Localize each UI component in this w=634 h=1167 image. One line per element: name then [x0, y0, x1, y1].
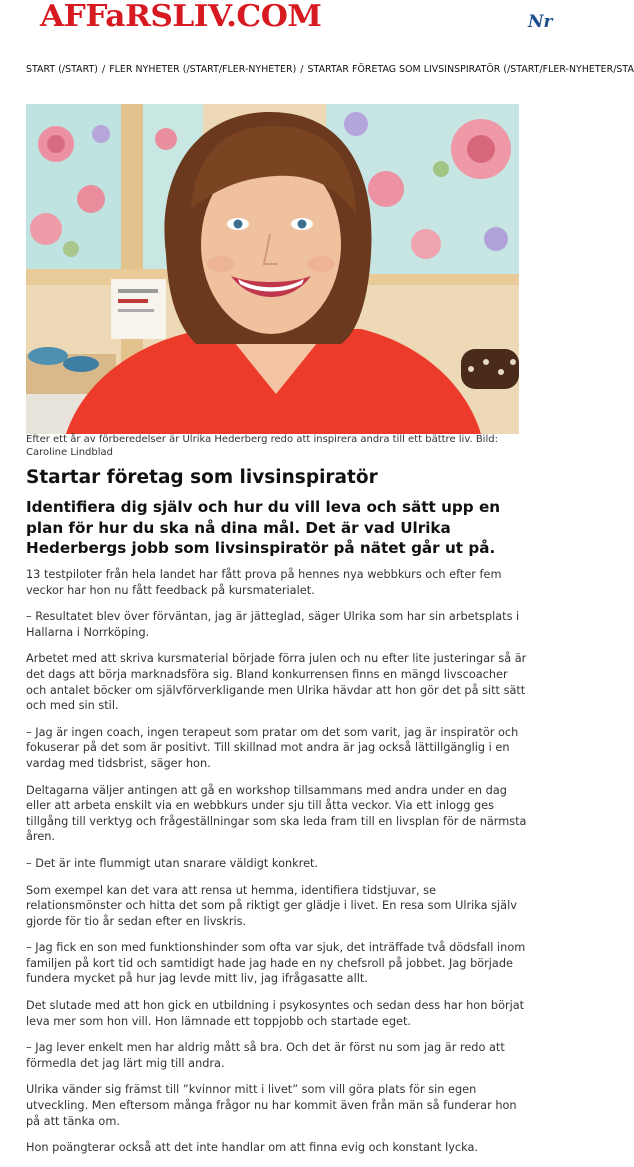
masthead: [0, 0, 553, 38]
body-paragraph: – Resultatet blev över förväntan, jag är jätteglad, säger Ulrika som har sin arbetsplats i Hallarna i Norrköping.: [26, 610, 520, 639]
body-paragraph: Arbetet med att skriva kursmaterial började förra julen och nu efter lite justeringar så är det dags att börja marknadsföra sig. Bland konkurrensen finns en mängd livscoacher och antalet böcker om självförverkligande men Ulrika hävdar att hon gör det på sitt sätt och med sin stil.: [26, 652, 527, 713]
body-paragraph: 13 testpiloter från hela landet har fått prova på hennes nya webbkurs och efter fem veckor har hon nu fått feedback på kursmaterialet.: [26, 568, 502, 597]
article-body: [26, 567, 531, 1167]
partner-logo[interactable]: Nr: [528, 12, 553, 32]
body-paragraph: – Det är inte flummigt utan snarare väldigt konkret.: [26, 856, 319, 870]
article-lead: Identifiera dig själv och hur du vill leva och sätt upp en plan för hur du ska nå dina mål. Det är vad Ulrika Hederbergs jobb som livsinspiratör på nätet går ut på.: [26, 498, 501, 557]
site-logo[interactable]: AFFaRSLIV.COM: [40, 0, 322, 34]
body-paragraph: – Jag är ingen coach, ingen terapeut som pratar om det som varit, jag är inspiratör och fokuserar på det som är positivt. Till skillnad mot andra är jag också lättillgänglig i en vardag med tidsbrist, säger hon.: [26, 725, 519, 770]
body-paragraph: – Jag lever enkelt men har aldrig mått så bra. Och det är först nu som jag är redo att förmedla det jag lärt mig till andra.: [26, 1041, 505, 1070]
breadcrumb-fler-nyheter-link[interactable]: FLER NYHETER (/START/FLER-NYHETER): [109, 64, 297, 75]
breadcrumb-current-link[interactable]: STARTAR FÖRETAG SOM LIVSINSPIRATÖR (/START/FLER-NYHETER/STA: [307, 64, 634, 75]
breadcrumb: [26, 64, 634, 75]
breadcrumb-separator: /: [300, 64, 304, 75]
article-photo: [26, 104, 519, 434]
body-paragraph: Hon poängterar också att det inte handlar om att finna evig och konstant lycka.: [26, 1141, 478, 1155]
body-paragraph: Det slutade med att hon gick en utbildning i psykosyntes och sedan dess har hon börjat leva mer som hon vill. Hon lämnade ett toppjobb och startade eget.: [26, 999, 525, 1028]
body-paragraph: Deltagarna väljer antingen att gå en workshop tillsammans med andra under en dag eller att arbeta enskilt via en webbkurs under sju till åtta veckor. Via ett inlogg ges tillgång till verktyg och frågeställningar som ska leda fram till en livsplan för de närmsta åren.: [26, 783, 527, 844]
article-title: Startar företag som livsinspiratör: [26, 467, 378, 488]
body-paragraph: Som exempel kan det vara att rensa ut hemma, identifiera tidstjuvar, se relationsmönster och hitta det som på riktigt ger glädje i livet. En resa som Ulrika själv gjorde för tio år sedan efter en livskris.: [26, 883, 517, 928]
portrait-image: [26, 104, 519, 434]
image-caption: Efter ett år av förberedelser är Ulrika Hederberg redo att inspirera andra till ett bättre liv. Bild: Caroline Lindblad: [26, 434, 498, 458]
body-paragraph: – Jag fick en son med funktionshinder som ofta var sjuk, det inträffade två dödsfall inom familjen på kort tid och samtidigt hade jag hade en ny chefsroll på jobbet. Jag började fundera mycket på hur jag levde mitt liv, jag ifrågasatte allt.: [26, 941, 526, 986]
breadcrumb-start-link[interactable]: START (/START): [26, 64, 98, 75]
body-paragraph: Ulrika vänder sig främst till ”kvinnor mitt i livet” som vill göra plats för sin egen utveckling. Men eftersom många frågor nu har kommit även från män så funderar hon på att tänka om.: [26, 1083, 517, 1128]
breadcrumb-separator: /: [102, 64, 106, 75]
